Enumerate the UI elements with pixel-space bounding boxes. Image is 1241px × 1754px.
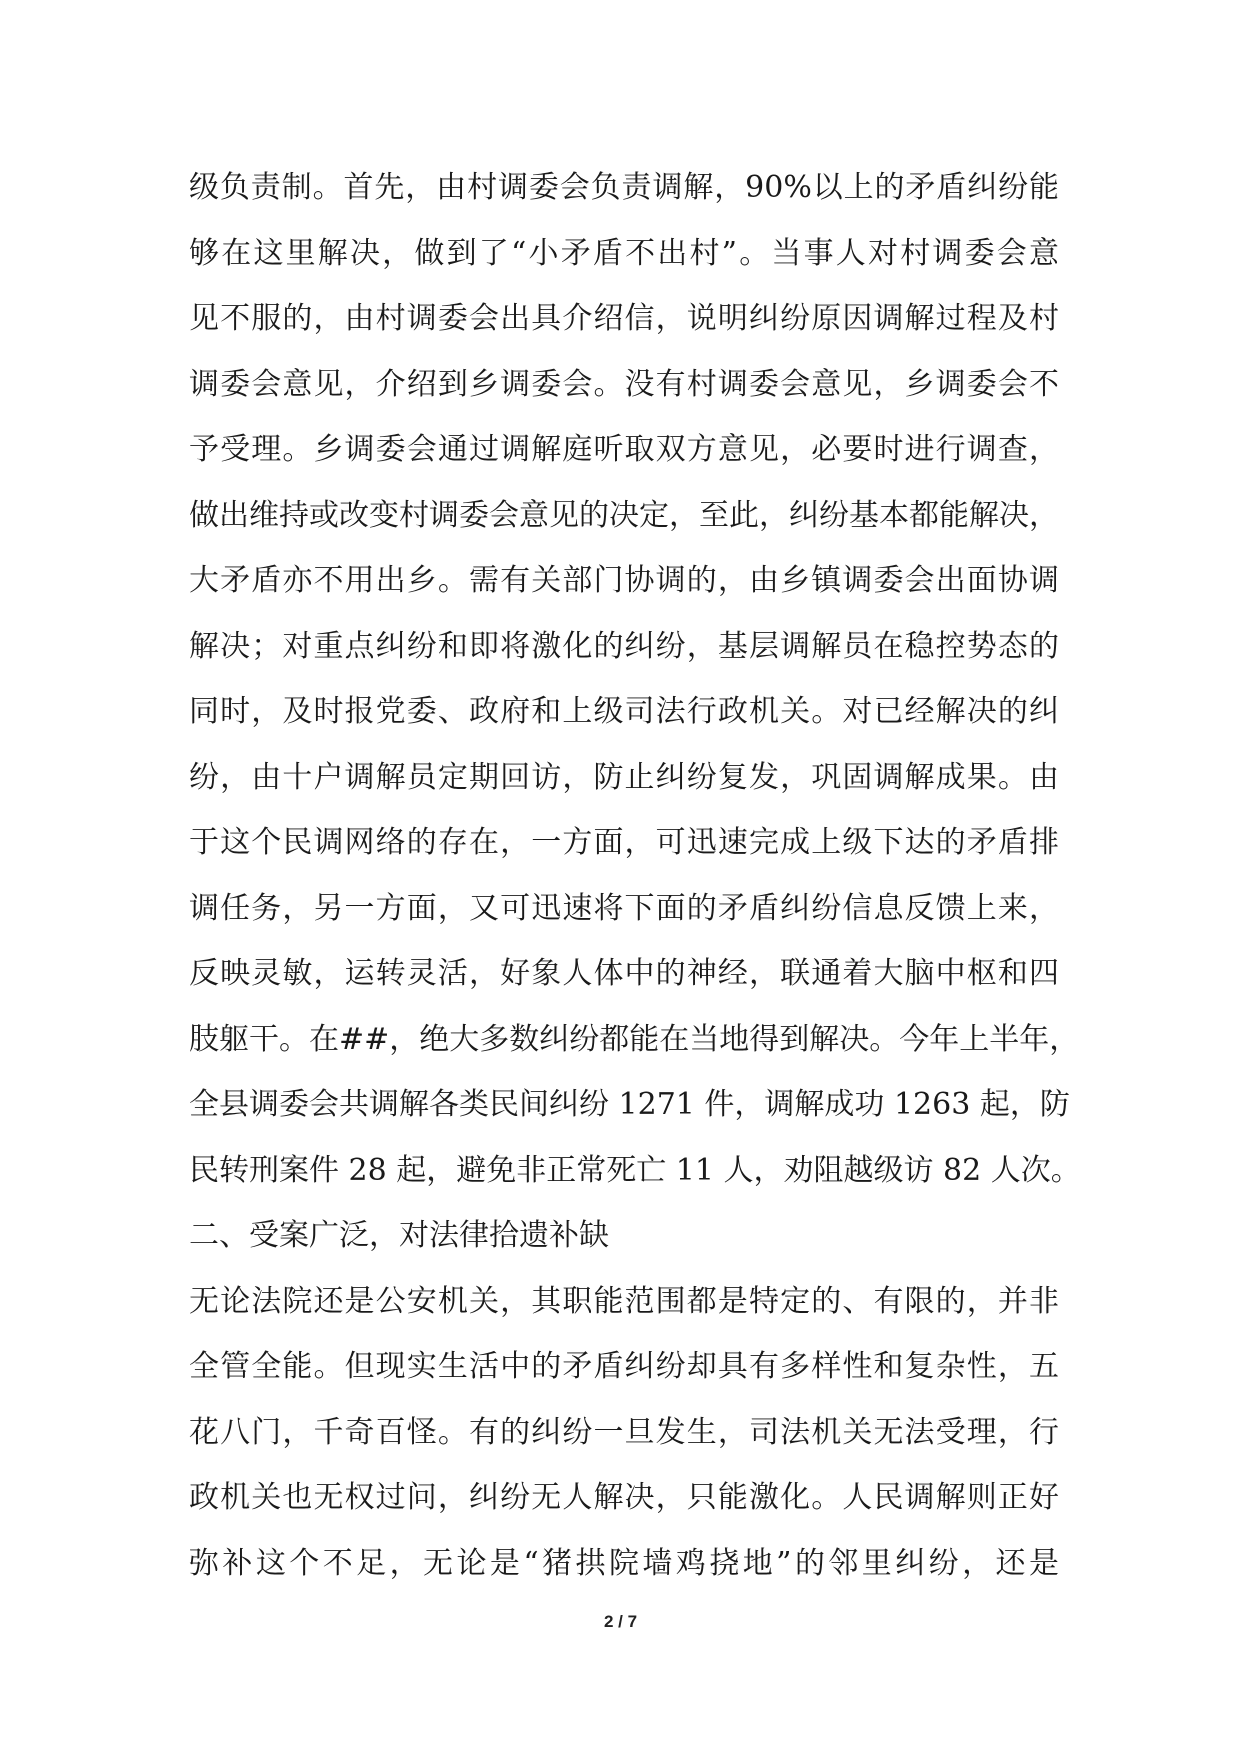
text-line: 全县调委会共调解各类民间纠纷 1271 件，调解成功 1263 起，防 [189,1087,1070,1122]
text-line: 做出维持或改变村调委会意见的决定，至此，纠纷基本都能解决， [189,497,1059,533]
page-number: 2 / 7 [603,1612,638,1631]
text-line: 见不服的，由村调委会出具介绍信，说明纠纷原因调解过程及村 [189,301,1059,336]
text-line: 民转刑案件 28 起，避免非正常死亡 11 人，劝阻越级访 82 人次。 [189,1152,1081,1188]
section-heading: 二、受案广泛，对法律拾遗补缺 [189,1218,609,1253]
text-line: 无论法院还是公安机关，其职能范围都是特定的、有限的，并非 [189,1283,1059,1319]
text-line: 级负责制。首先，由村调委会负责调解，90%以上的矛盾纠纷能 [189,170,1059,205]
text-line: 解决；对重点纠纷和即将激化的纠纷，基层调解员在稳控势态的 [189,628,1059,664]
text-line: 全管全能。但现实生活中的矛盾纠纷却具有多样性和复杂性，五 [189,1349,1059,1384]
text-line: 予受理。乡调委会通过调解庭听取双方意见，必要时进行调查， [189,432,1059,467]
text-line: 肢躯干。在##，绝大多数纠纷都能在当地得到解决。今年上半年， [189,1021,1080,1057]
text-line: 同时，及时报党委、政府和上级司法行政机关。对已经解决的纠 [189,694,1059,729]
text-line: 政机关也无权过问，纠纷无人解决，只能激化。人民调解则正好 [189,1480,1059,1515]
text-line: 够在这里解决，做到了“小矛盾不出村”。当事人对村调委会意 [189,235,1059,271]
text-line: 纷，由十户调解员定期回访，防止纠纷复发，巩固调解成果。由 [189,759,1059,795]
document-body [189,155,1081,1596]
text-line: 于这个民调网络的存在，一方面，可迅速完成上级下达的矛盾排 [189,825,1059,860]
text-line: 弥补这个不足，无论是“猪拱院墙鸡挠地”的邻里纠纷，还是 [189,1545,1059,1581]
text-line: 调任务，另一方面，又可迅速将下面的矛盾纠纷信息反馈上来， [189,890,1059,926]
text-line: 花八门，千奇百怪。有的纠纷一旦发生，司法机关无法受理，行 [189,1414,1059,1450]
text-line: 大矛盾亦不用出乡。需有关部门协调的，由乡镇调委会出面协调 [189,563,1059,598]
text-line: 反映灵敏，运转灵活，好象人体中的神经，联通着大脑中枢和四 [189,956,1059,991]
text-line: 调委会意见，介绍到乡调委会。没有村调委会意见，乡调委会不 [189,366,1059,402]
